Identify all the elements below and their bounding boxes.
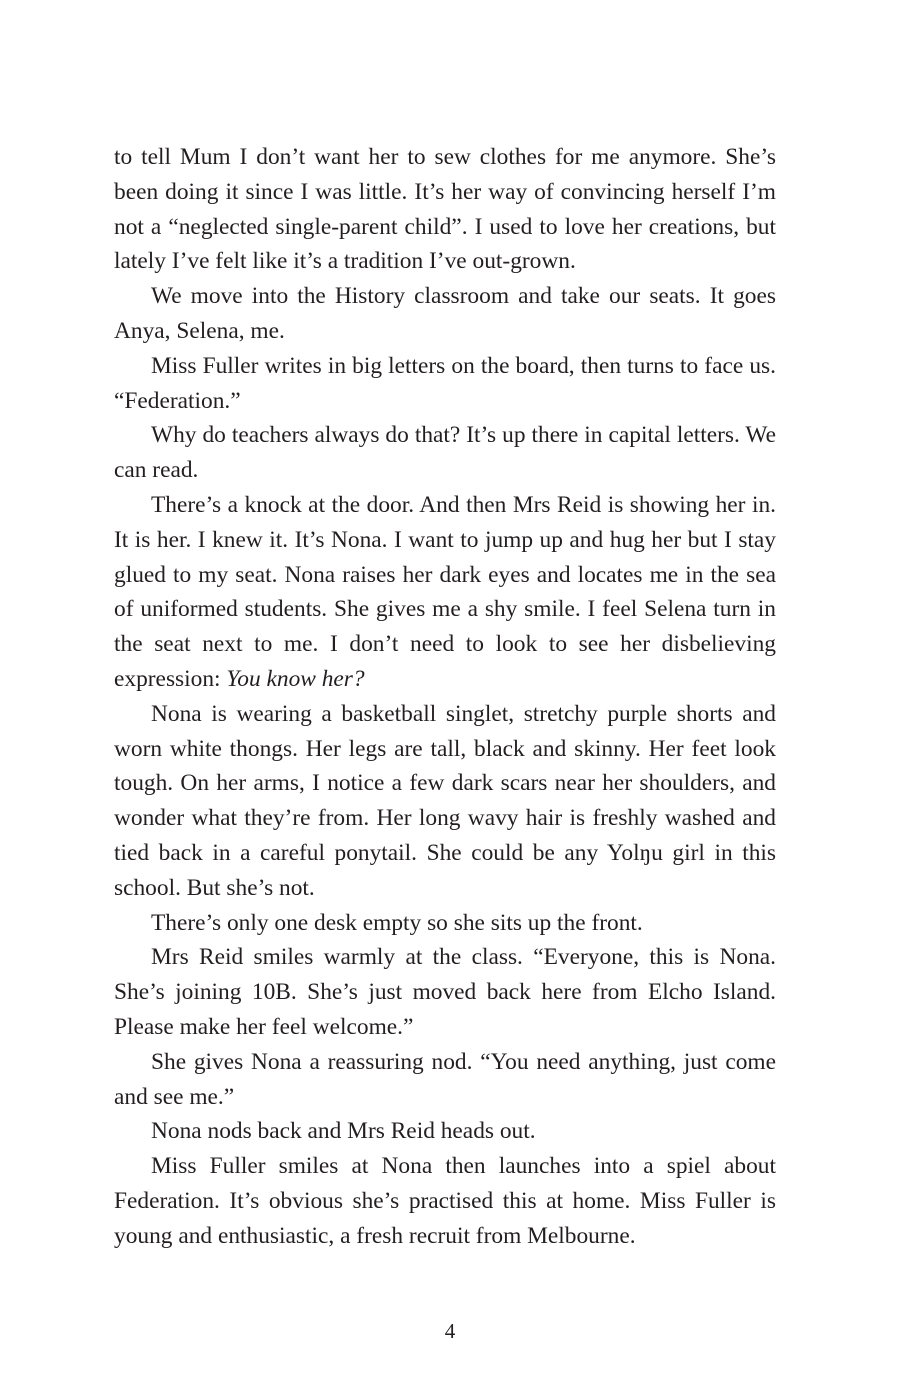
paragraph-2: We move into the History classroom and take our seats. It goes Anya, Selena, me. xyxy=(114,283,776,344)
paragraph-4: Why do teachers always do that? It’s up there in capital letters. We can read. xyxy=(114,422,776,484)
paragraph-1: to tell Mum I don’t want her to sew clothes for me anymore. She’s been doing it since I was little. It’s her way of convincing herself I’m not a “neglected single-parent child”. I used to love her creations, but lately I’ve felt like it’s a tradition I’ve out-grown. xyxy=(114,144,776,275)
paragraph-11: Miss Fuller smiles at Nona then launches into a spiel about Federation. It’s obvious she’s practised this at home. Miss Fuller is young and enthusiastic, a fresh recruit from Melbourne. xyxy=(114,1153,776,1249)
paragraph-6: Nona is wearing a basketball singlet, stretchy purple shorts and worn white thongs. Her legs are tall, black and skinny. Her feet look tough. On her arms, I notice a few dark scars near her shoulders, and wonder what they’re from. Her long wavy hair is freshly washed and tied back in a careful ponytail. She could be any Yolŋu girl in this school. But she’s not. xyxy=(114,700,776,901)
paragraph-5 xyxy=(114,488,776,697)
page-body xyxy=(114,140,776,1254)
paragraph-5-italic: You know her? xyxy=(226,665,365,692)
paragraph-10: Nona nods back and Mrs Reid heads out. xyxy=(151,1118,536,1145)
paragraph-8: Mrs Reid smiles warmly at the class. “Everyone, this is Nona. She’s joining 10B. She’s just moved back here from Elcho Island. Please make her feel welcome.” xyxy=(114,944,776,1040)
page-number: 4 xyxy=(444,1319,456,1343)
paragraph-3: Miss Fuller writes in big letters on the board, then turns to face us. “Federation.” xyxy=(114,352,776,414)
paragraph-9: She gives Nona a reassuring nod. “You need anything, just come and see me.” xyxy=(114,1048,776,1110)
paragraph-5-text: There’s a knock at the door. And then Mrs Reid is showing her in. It is her. I knew it. It’s Nona. I want to jump up and hug her but I stay glued to my seat. Nona raises her dark eyes and locates me in the sea of uniformed students. She gives me a shy smile. I feel Selena turn in the seat next to me. I don’t need to look to see her disbelieving expression: xyxy=(114,491,776,692)
paragraph-7: There’s only one desk empty so she sits up the front. xyxy=(151,909,643,936)
